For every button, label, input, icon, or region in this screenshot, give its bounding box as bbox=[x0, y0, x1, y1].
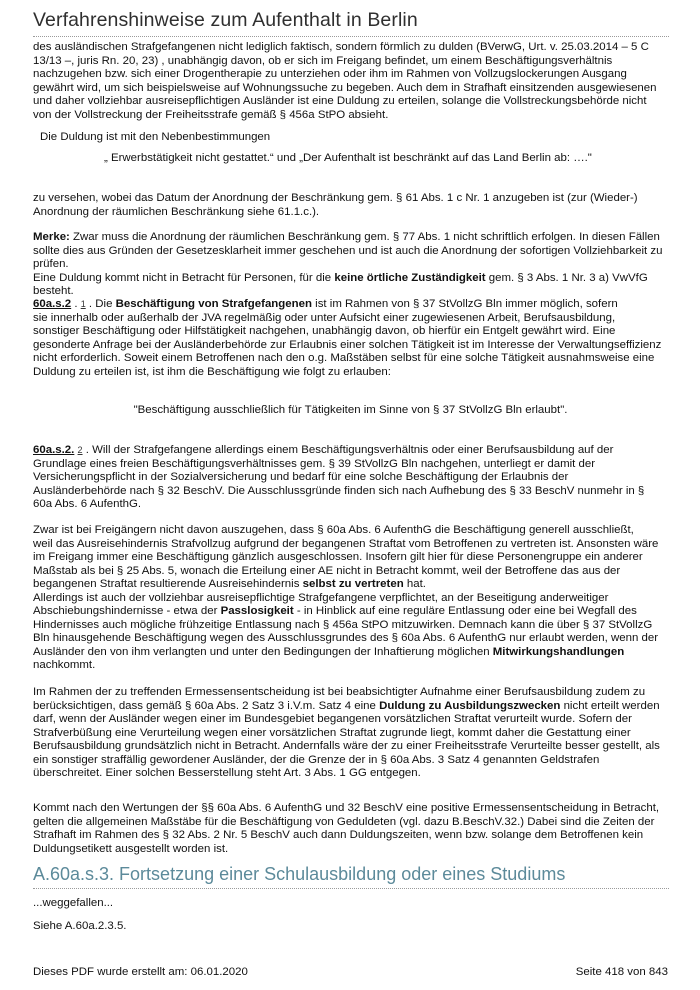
header-divider bbox=[33, 36, 669, 37]
freigaenger-line: Zwar ist bei Freigängern nicht davon auszugehen, dass § 60a Abs. 6 AufenthG die Beschäftigung generell ausschließt, bbox=[33, 524, 634, 536]
merke-label: Merke: bbox=[33, 231, 70, 243]
wertungen-line: gelten die allgemeinen Maßstäbe für die Beschäftigung von Geduldeten (vgl. dazu B.BeschV.32.) Dabei sind die Zeiten der bbox=[33, 815, 655, 828]
freigaenger-line: nachkommt. bbox=[33, 659, 96, 672]
freigaenger-line: Abschiebungshindernisse - etwa der Passlosigkeit - in Hinblick auf eine reguläre Entlassung oder eine bei Wegfall des bbox=[33, 605, 637, 618]
duldung-intro: Die Duldung ist mit den Nebenbestimmungen bbox=[40, 131, 271, 143]
reference-number[interactable]: 1 bbox=[80, 299, 86, 309]
intro-line: des ausländischen Strafgefangenen nicht lediglich faktisch, sondern förmlich zu dulden (BVerwG, Urt. v. 25.03.2014 – 5 C bbox=[33, 41, 649, 53]
merke-line: besteht. bbox=[33, 285, 74, 298]
s2-1-line: sonstiger Beschäftigung oder Hilfstätigkeit nachgehen, unabhängig davon, ob hierfür ein Entgelt gewährt wird. Eine bbox=[33, 325, 616, 338]
weggefallen-text: ...weggefallen... bbox=[33, 897, 114, 909]
s2-1-line: 60a.s.2 . 1 . Die Beschäftigung von Strafgefangenen ist im Rahmen von § 37 StVollzG Bln immer möglich, sofern bbox=[33, 298, 618, 310]
ermessen-line: Im Rahmen der zu treffenden Ermessensentscheidung ist bei beabsichtigter Aufnahme einer Berufsausbildung zudem zu bbox=[33, 686, 646, 698]
wertungen-paragraph bbox=[33, 802, 668, 856]
s2-2-line: Versicherungspflicht in der Sozialversicherung und bedarf für eine solche Beschäftigung der Erlaubnis der bbox=[33, 471, 569, 484]
ermessen-paragraph bbox=[33, 686, 668, 781]
s2-2-line: Ausländerbehörde nach § 32 BeschV. Die Ausschlussgründe finden sich nach Aufhebung des § 33 BeschV nunmehr in § bbox=[33, 484, 645, 497]
page-title: Verfahrenshinweise zum Aufenthalt in Berlin bbox=[33, 9, 418, 31]
ermessen-line: berücksichtigen, dass gemäß § 60a Abs. 2 Satz 3 i.V.m. Satz 4 eine Duldung zu Ausbildungszwecken nicht erteilt werden bbox=[33, 699, 660, 712]
nebenbestimmung-text: „ Erwerbstätigkeit nicht gestattet.“ und „Der Aufenthalt ist beschränkt auf das Land Berlin ab: …." bbox=[104, 152, 592, 164]
intro-line: und daher vollziehbar ausreisepflichtigen Ausländer ist eine Duldung zu erteilen, solange die Vollstreckungsbehörde nicht bbox=[33, 95, 647, 108]
versehen-paragraph bbox=[33, 192, 668, 219]
versehen-line: Anordnung der räumlichen Beschränkung siehe 61.1.c.). bbox=[33, 205, 320, 218]
beschaeftigung-quote: "Beschäftigung ausschließlich für Tätigkeiten im Sinne von § 37 StVollzG Bln erlaubt". bbox=[133, 404, 568, 416]
page-number: Seite 418 von 843 bbox=[575, 966, 668, 978]
intro-line: von der Vollstreckung der Freiheitsstrafe gemäß § 456a StPO absieht. bbox=[33, 108, 389, 121]
freigaenger-line: Bln hinausgehende Beschäftigung wegen des Ausschlussgrundes des § 60a Abs. 6 AufenthG nur erlaubt werden, wenn der bbox=[33, 632, 659, 645]
freigaenger-line: Hindernisses auch mögliche frühzeitige Entlassung nach § 456a StPO mitzuwirken. Demnach kann die über § 37 StVollzG bbox=[33, 618, 653, 631]
created-date: Dieses PDF wurde erstellt am: 06.01.2020 bbox=[33, 966, 248, 978]
section-s2-2 bbox=[33, 444, 668, 512]
freigaenger-line: begangenen Straftat resultierende Ausreisehindernis selbst zu vertreten hat. bbox=[33, 578, 426, 591]
versehen-line: zu versehen, wobei das Datum der Anordnung der Beschränkung gem. § 61 Abs. 1 c Nr. 1 anzugeben ist (zur (Wieder-) bbox=[33, 192, 638, 204]
ermessen-line: Berufsausbildung grundsätzlich nicht in Betracht. Andernfalls wäre der zu einer Freiheitsstrafe Verurteilte besser gestellt, als bbox=[33, 740, 660, 753]
siehe-reference: Siehe A.60a.2.3.5. bbox=[33, 920, 127, 932]
s2-1-line: nicht erforderlich. Soweit einem Betroffenen nach den o.g. Maßstäben selbst für eine solche Tätigkeit ausnahmsweise eine bbox=[33, 352, 655, 365]
ermessen-line: ein sonstiger straffällig gewordener Ausländer, der die Grenze der in § 60a Abs. 3 Satz 4 genannten Geldstrafen bbox=[33, 753, 600, 766]
freigaenger-line: Ausländer den von ihm verlangten und unter den Bedingungen der Inhaftierung möglichen Mitwirkungshandlungen bbox=[33, 645, 625, 658]
wertungen-line: Duldungsetikett ausgestellt worden ist. bbox=[33, 842, 229, 855]
ermessen-line: darf, wenn der Ausländer wegen einer im Bundesgebiet begangenen vorsätzlichen Straftat verurteilt wurde. Sofern der bbox=[33, 713, 632, 726]
merke-line: prüfen. bbox=[33, 258, 69, 271]
freigaenger-line: im Freigang immer eine Beschäftigung gänzlich ausgeschlossen. Insofern gilt hier für diese Personengruppe ein anderer bbox=[33, 551, 643, 564]
wertungen-line: Kommt nach den Wertungen der §§ 60a Abs. 6 AufenthG und 32 BeschV eine positive Ermessensentscheidung in Betracht, bbox=[33, 802, 660, 814]
reference-link[interactable]: 60a.s.2 bbox=[33, 298, 72, 310]
page-footer bbox=[33, 966, 668, 978]
s2-2-line: 60a Abs. 6 AufenthG. bbox=[33, 498, 142, 511]
freigaenger-line: Maßstab als bei § 25 Abs. 5, wonach die Erteilung einer AE nicht in Betracht kommt, weil der Betroffene das aus der bbox=[33, 564, 621, 577]
merke-paragraph bbox=[33, 231, 668, 299]
section-s2-1 bbox=[33, 298, 668, 379]
ermessen-line: Strafverbüßung eine Verurteilung wegen einer vorsätzlichen Straftat zugrunde liegt, kommt daher die Gestattung einer bbox=[33, 726, 631, 739]
reference-link[interactable]: 60a.s.2. bbox=[33, 444, 75, 456]
merke-line: Eine Duldung kommt nicht in Betracht für Personen, für die keine örtliche Zuständigkeit gem. § 3 Abs. 1 Nr. 3 a) VwVfG bbox=[33, 271, 648, 284]
freigaenger-line: weil das Ausreisehindernis Strafvollzug aufgrund der begangenen Straftat vom Betroffenen zu vertreten ist. Ansonsten wäre bbox=[33, 537, 659, 550]
reference-number[interactable]: 2 bbox=[77, 445, 83, 455]
ermessen-line: überschreitet. Einer solchen Besserstellung steht Art. 3 Abs. 1 GG entgegen. bbox=[33, 767, 421, 780]
merke-line: sollte dies aus Gründen der Gesetzesklarheit immer geschehen und ist auch die Anordnung der sofortigen Vollziehbarkeit zu bbox=[33, 244, 663, 257]
merke-line: Merke: Zwar muss die Anordnung der räumlichen Beschränkung gem. § 77 Abs. 1 nicht schriftlich erfolgen. In diesen Fällen bbox=[33, 231, 660, 243]
intro-line: nachzugehen bzw. sich einer Drogentherapie zu unterziehen oder ihm im Rahmen von Vollzugslockerungen Ausgang bbox=[33, 68, 627, 81]
s2-1-line: Duldung zu erteilen ist, ist ihm die Beschäftigung wie folgt zu erlauben: bbox=[33, 365, 391, 378]
s2-2-line: Grundlage eines freien Beschäftigungsverhältnisses gem. § 39 StVollzG Bln nachgehen, unterliegt er damit der bbox=[33, 457, 596, 470]
intro-line: 13/13 –, juris Rn. 20, 23) , unabhängig davon, ob er sich im Freigang befindet, um einem Beschäftigungsverhältnis bbox=[33, 54, 613, 67]
s2-2-line: 60a.s.2. 2 . Will der Strafgefangene allerdings einem Beschäftigungsverhältnis oder einer Berufsausbildung auf der bbox=[33, 444, 614, 456]
s2-1-line: gesonderte Anfrage bei der Ausländerbehörde zur Erlaubnis einer solchen Tätigkeit ist im Interesse der Verwaltungseffizienz bbox=[33, 338, 662, 351]
section-heading: A.60a.s.3. Fortsetzung einer Schulausbildung oder eines Studiums bbox=[33, 864, 566, 884]
freigaenger-paragraph bbox=[33, 524, 668, 673]
s2-1-line: sie innerhalb oder außerhalb der JVA regelmäßig oder unter Aufsicht einer zugewiesenen Arbeit, Berufsausbildung, bbox=[33, 311, 616, 324]
intro-line: gewährt wird, um sich beispielsweise auf Wohnungssuche zu begeben. Auch dem in Strafhaft einsitzenden ausgewiesenen bbox=[33, 81, 657, 94]
intro-paragraph bbox=[33, 41, 668, 122]
section-divider bbox=[33, 888, 669, 889]
wertungen-line: Strafhaft im Rahmen des § 32 Abs. 2 Nr. 5 BeschV auch dann Duldungszeiten, wenn bzw. solange dem Betroffenen kein bbox=[33, 829, 644, 842]
freigaenger-line: Allerdings ist auch der vollziehbar ausreisepflichtige Strafgefangene verpflichtet, an der Beseitigung anderweitiger bbox=[33, 591, 609, 604]
